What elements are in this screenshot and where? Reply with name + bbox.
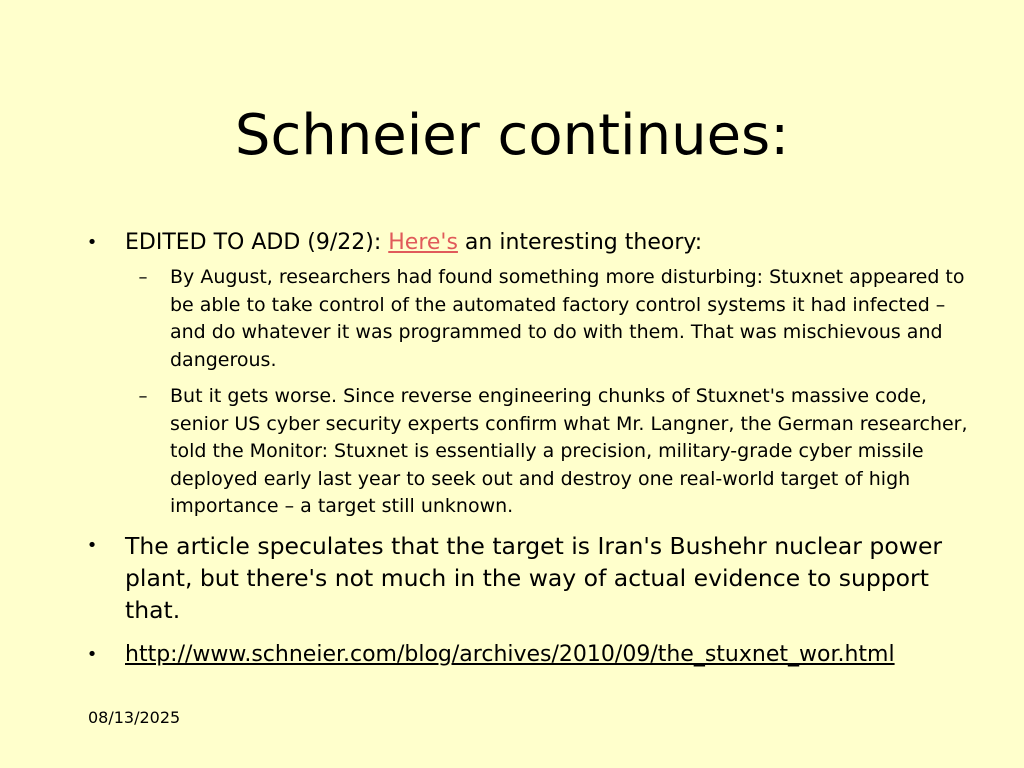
dash-icon: – (138, 267, 148, 288)
heres-link[interactable]: Here's (388, 230, 458, 255)
slide-title: Schneier continues: (234, 103, 790, 168)
sub-bullet-text: But it gets worse. Since reverse engineering chunks of Stuxnet's massive code, senior US cyber security experts confirm what Mr. Langner, the German researcher, told the Monitor: Stuxnet is essentially a precision, military-grade cyber missile deployed early last year to seek out and destroy one real-world target of high importance – a target still unknown. (170, 385, 968, 517)
schneier-url-link[interactable]: http://www.schneier.com/blog/archives/2010/09/the_stuxnet_wor.html (125, 641, 895, 667)
sub-bullet-list (125, 264, 984, 521)
bullet-text: The article speculates that the target is Iran's Bushehr nuclear power plant, but there's not much in the way of actual evidence to support that. (125, 531, 943, 624)
bullet-icon: • (86, 534, 98, 556)
sub-bullet-item (125, 264, 984, 374)
bullet-source-url (84, 638, 984, 672)
bullet-suffix: an interesting theory: (457, 230, 703, 255)
dash-icon: – (138, 386, 148, 407)
bullet-prefix: EDITED TO ADD (9/22): (125, 230, 389, 255)
sub-bullet-item (125, 383, 984, 521)
bullet-icon: • (86, 232, 98, 253)
sub-bullet-text: By August, researchers had found something more disturbing: Stuxnet appeared to be able to take control of the automated factory control systems it had infected – and do whatever it was programmed to do with them. That was mischievous and dangerous. (170, 266, 965, 371)
footer-date: 08/13/2025 (88, 708, 181, 727)
bullet-article-speculates (84, 530, 984, 626)
bullet-icon: • (86, 643, 98, 665)
bullet-list (84, 226, 984, 676)
bullet-edited-to-add (84, 226, 984, 521)
